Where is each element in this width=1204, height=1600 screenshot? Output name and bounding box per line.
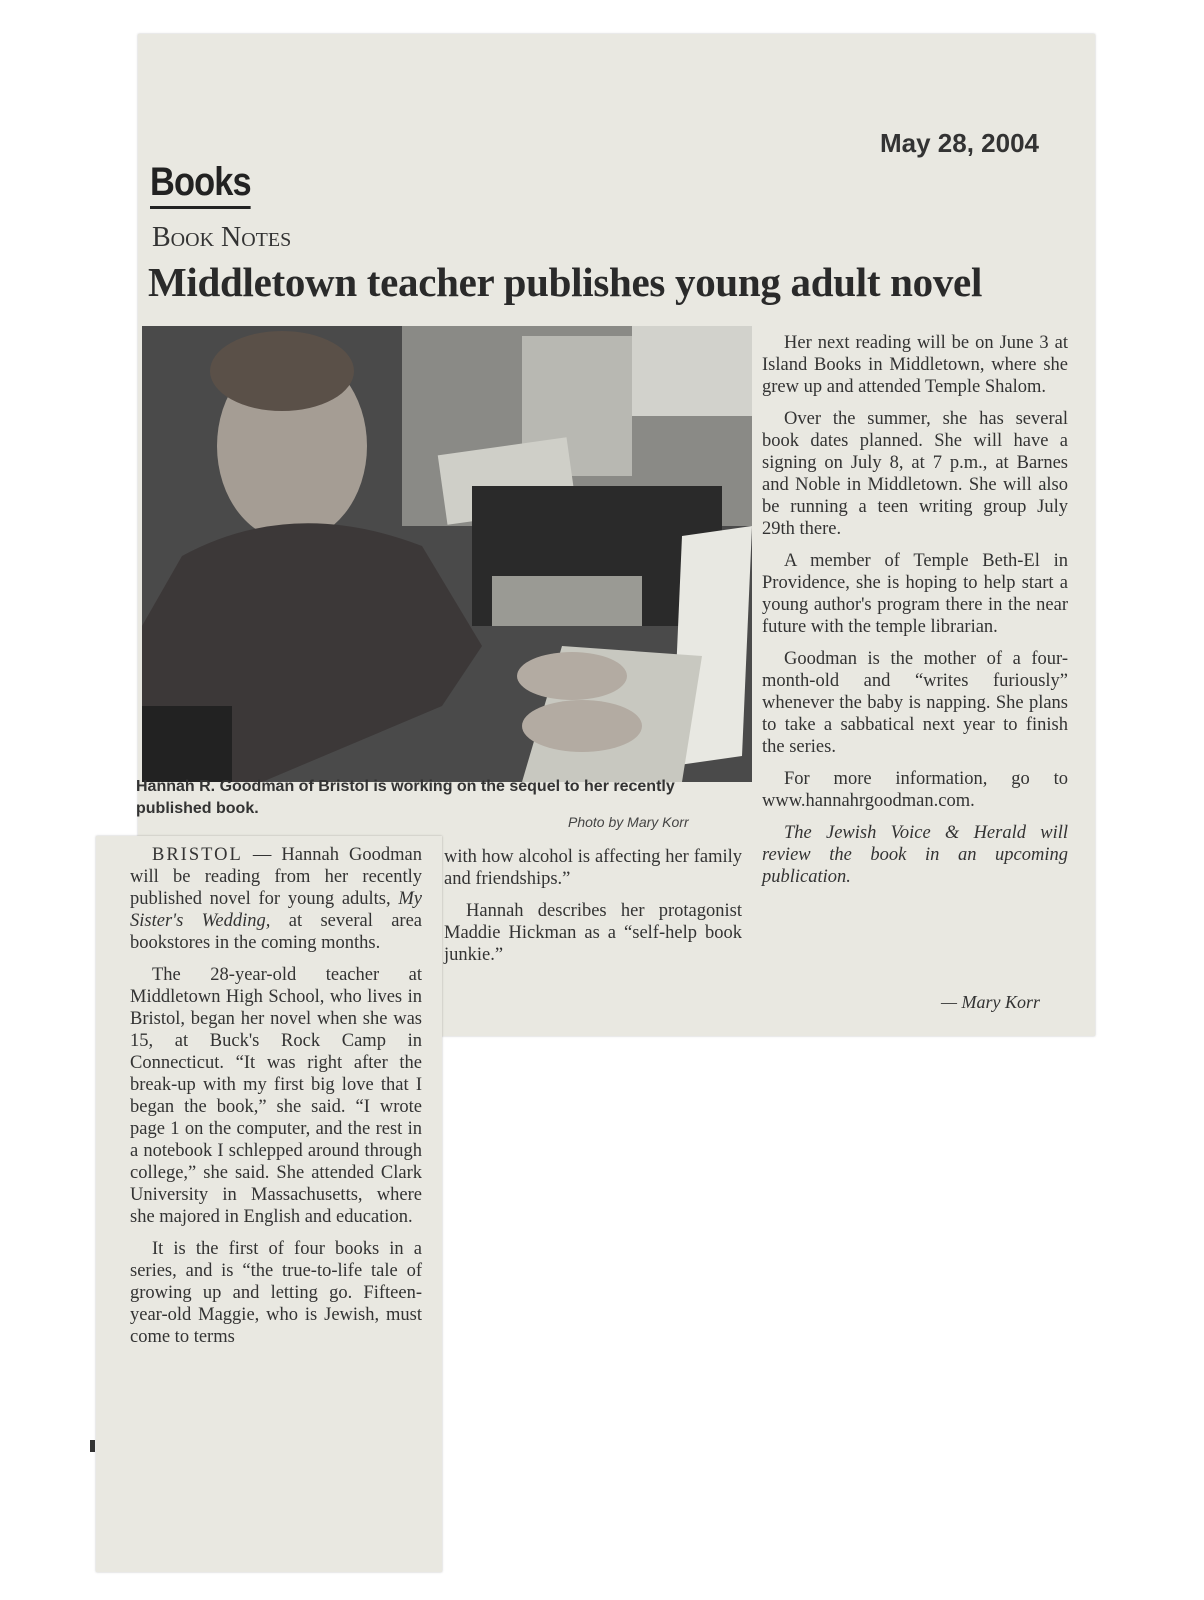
dateline: BRISTOL xyxy=(152,845,243,865)
kicker: Book Notes xyxy=(152,222,292,253)
article-column-left xyxy=(130,844,422,1348)
paragraph: It is the first of four books in a series, and is “the true-to-life tale of growing up and letting go. Fifteen-year-old Maggie, who is Jewish, must come to terms xyxy=(130,1239,422,1347)
photo-caption: Hannah R. Goodman of Bristol is working on the sequel to her recently published book. xyxy=(136,778,675,817)
paragraph: with how alcohol is affecting her family and friendships.” xyxy=(444,847,742,889)
lede-paragraph xyxy=(130,844,422,954)
paragraph: The 28-year-old teacher at Middletown High School, who lives in Bristol, began her novel when she was 15, at Buck's Rock Camp in Connecticut. “It was right after the break-up with my first big love that I began the book,” she said. “I wrote page 1 on the computer, and the rest in a notebook I schlepped around through college,” she said. She attended Clark University in Massachusetts, where she majored in English and education. xyxy=(130,965,422,1227)
article-photo xyxy=(142,326,752,782)
article-column-right xyxy=(762,332,1068,888)
article-column-middle xyxy=(444,846,742,966)
scan-mark xyxy=(90,1440,95,1452)
book-title: My Sister's Wedding, xyxy=(130,889,422,931)
headline: Middletown teacher publishes young adult novel xyxy=(148,259,983,305)
paragraph: A member of Temple Beth-El in Providence, she is hoping to help start a young author's program there in the near future with the temple librarian. xyxy=(762,551,1068,637)
editor-note: The Jewish Voice & Herald will review the book in an upcoming publication. xyxy=(762,823,1068,887)
photo-credit: Photo by Mary Korr xyxy=(568,814,689,830)
paragraph: Her next reading will be on June 3 at Island Books in Middletown, where she grew up and attended Temple Shalom. xyxy=(762,333,1068,397)
publication-date: May 28, 2004 xyxy=(880,128,1040,158)
lede-text: — Hannah Goodman will be reading from her recently published novel for young adults, xyxy=(130,845,422,909)
lede-text-end: at several area bookstores in the coming months. xyxy=(130,911,423,953)
paragraph: Goodman is the mother of a four-month-old and “writes furiously” whenever the baby is napping. She plans to take a sabbatical next year to finish the series. xyxy=(762,649,1068,757)
byline: — Mary Korr xyxy=(940,992,1040,1012)
paragraph: For more information, go to www.hannahrgoodman.com. xyxy=(762,769,1068,811)
paragraph: Hannah describes her protagonist Maddie Hickman as a “self-help book junkie.” xyxy=(444,901,742,965)
section-heading: Books xyxy=(150,160,251,209)
paragraph: Over the summer, she has several book dates planned. She will have a signing on July 8, at 7 p.m., at Barnes and Noble in Middletown. She will also be running a teen writing group July 29th there. xyxy=(762,409,1068,539)
